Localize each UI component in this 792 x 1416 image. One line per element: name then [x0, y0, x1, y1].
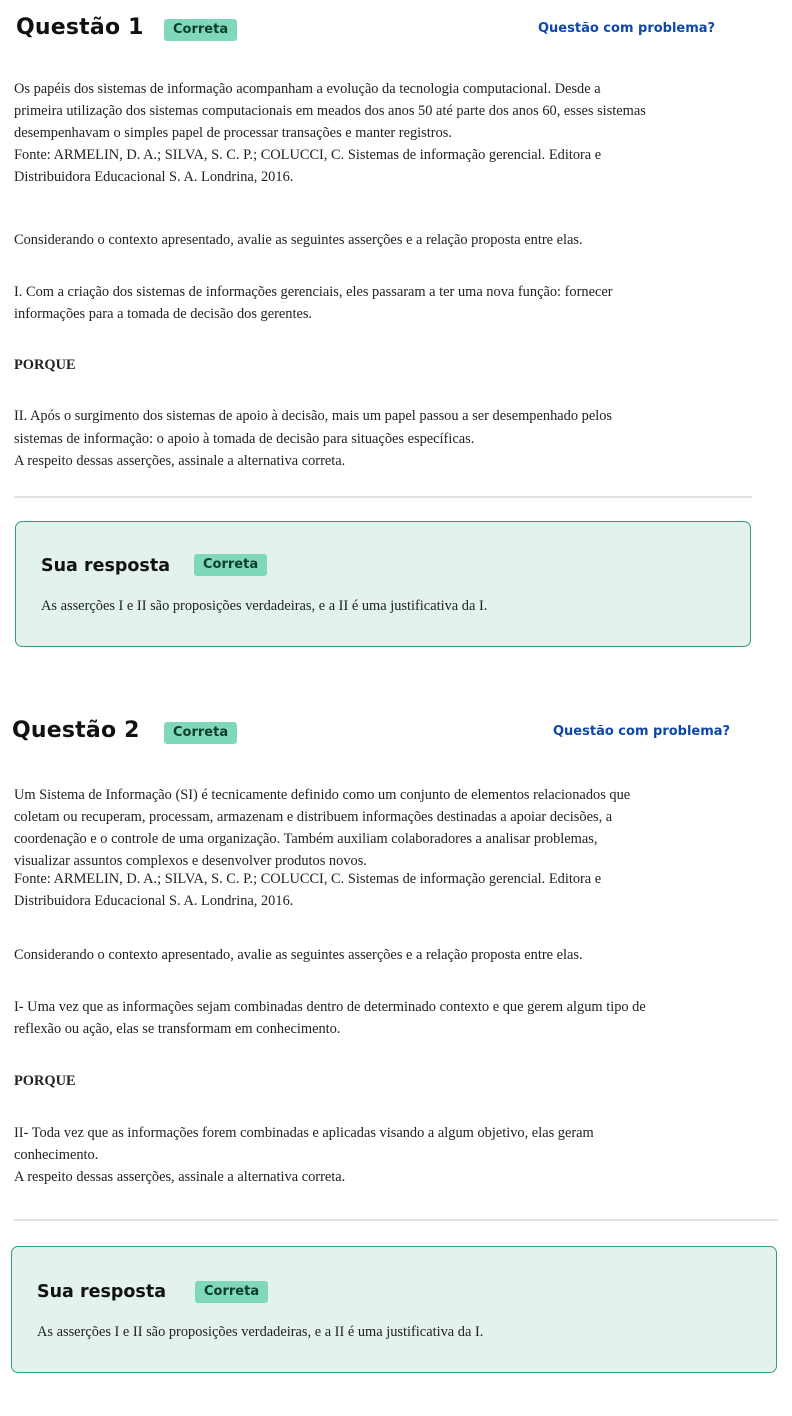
assertion-1: I. Com a criação dos sistemas de informações gerenciais, eles passaram a ter uma nova função: fornecer	[14, 284, 613, 300]
question-title: Questão 1	[16, 15, 144, 40]
question-text-line: coletam ou recuperam, processam, armazenam e distribuem informações destinadas a apoiar decisões, a	[14, 809, 613, 825]
answer-box	[11, 1246, 777, 1373]
question-text-line: Um Sistema de Informação (SI) é tecnicamente definido como um conjunto de elementos relacionados que	[14, 787, 631, 803]
question-text-line: Os papéis dos sistemas de informação acompanham a evolução da tecnologia computacional. Desde a	[14, 81, 601, 97]
instruction-text: A respeito dessas asserções, assinale a alternativa correta.	[14, 453, 346, 469]
source-citation: Distribuidora Educacional S. A. Londrina, 2016.	[14, 893, 294, 909]
question-text-line: coordenação e o controle de uma organização. Também auxiliam colaboradores a analisar problemas,	[14, 831, 598, 847]
instruction-text: Considerando o contexto apresentado, avalie as seguintes asserções e a relação proposta entre elas.	[14, 232, 583, 248]
divider	[14, 1219, 778, 1221]
porque-label: PORQUE	[14, 1073, 76, 1089]
question-title: Questão 2	[12, 718, 140, 743]
answer-status-badge: Correta	[194, 554, 267, 576]
assertion-2: II- Toda vez que as informações forem combinadas e aplicadas visando a algum objetivo, elas geram	[14, 1125, 594, 1141]
assertion-1: informações para a tomada de decisão dos gerentes.	[14, 306, 313, 322]
answer-text: As asserções I e II são proposições verdadeiras, e a II é uma justificativa da I.	[37, 1324, 484, 1340]
answer-title: Sua resposta	[41, 556, 171, 576]
source-citation: Fonte: ARMELIN, D. A.; SILVA, S. C. P.; COLUCCI, C. Sistemas de informação gerencial. Editora e	[14, 871, 602, 887]
answer-text: As asserções I e II são proposições verdadeiras, e a II é uma justificativa da I.	[41, 598, 488, 614]
porque-label: PORQUE	[14, 357, 76, 373]
status-badge: Correta	[164, 19, 237, 41]
source-citation: Distribuidora Educacional S. A. Londrina, 2016.	[14, 169, 294, 185]
question-text-line: primeira utilização dos sistemas computacionais em meados dos anos 50 até parte dos anos 60, esses sistemas	[14, 103, 646, 119]
assertion-2: conhecimento.	[14, 1147, 99, 1163]
answer-box	[15, 521, 751, 647]
assertion-1: reflexão ou ação, elas se transformam em conhecimento.	[14, 1021, 341, 1037]
instruction-text: Considerando o contexto apresentado, avalie as seguintes asserções e a relação proposta entre elas.	[14, 947, 583, 963]
answer-status-badge: Correta	[195, 1281, 268, 1303]
instruction-text: A respeito dessas asserções, assinale a alternativa correta.	[14, 1169, 346, 1185]
source-citation: Fonte: ARMELIN, D. A.; SILVA, S. C. P.; COLUCCI, C. Sistemas de informação gerencial. Editora e	[14, 147, 602, 163]
report-problem-link[interactable]: Questão com problema?	[553, 724, 731, 739]
divider	[14, 496, 752, 498]
assertion-2: II. Após o surgimento dos sistemas de apoio à decisão, mais um papel passou a ser desempenhado pelos	[14, 408, 613, 424]
answer-title: Sua resposta	[37, 1282, 167, 1302]
assertion-1: I- Uma vez que as informações sejam combinadas dentro de determinado contexto e que gerem algum tipo de	[14, 999, 646, 1015]
status-badge: Correta	[164, 722, 237, 744]
report-problem-link[interactable]: Questão com problema?	[538, 21, 716, 36]
assertion-2: sistemas de informação: o apoio à tomada de decisão para situações específicas.	[14, 431, 475, 447]
question-text-line: desempenhavam o simples papel de processar transações e manter registros.	[14, 125, 452, 141]
question-text-line: visualizar assuntos complexos e desenvolver produtos novos.	[14, 853, 367, 869]
